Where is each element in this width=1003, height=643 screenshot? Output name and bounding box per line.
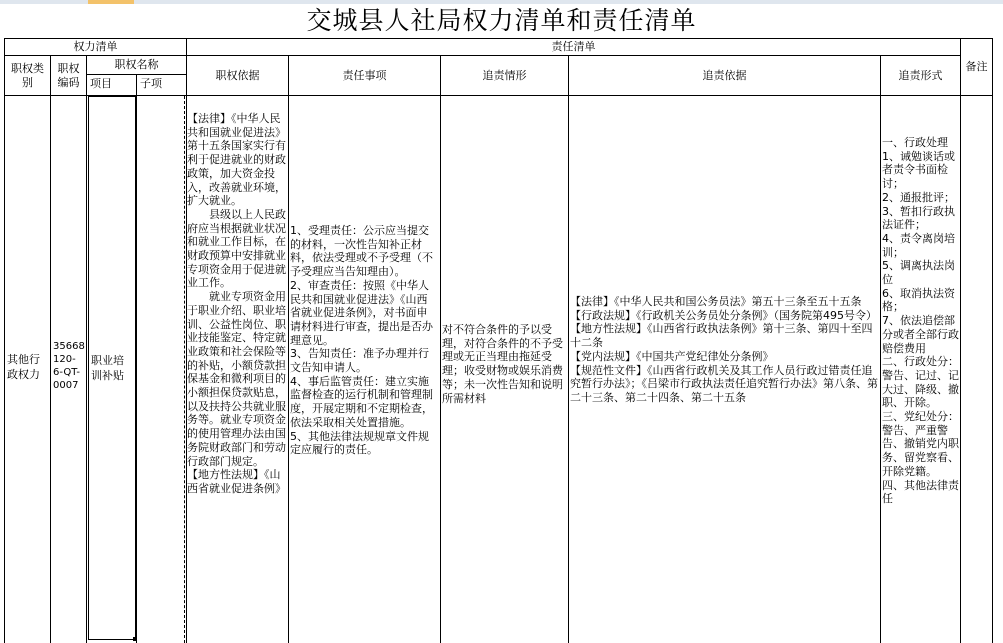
grid-line: [4, 38, 5, 643]
row-item[interactable]: 职业培 训补贴: [91, 354, 124, 382]
row-duty-items: 1、受理责任：公示应当提交的材料，一次性告知补正材料，依法受理或不予受理（不予受理应当告知理由）。 2、审查责任：按照《中华人民共和国就业促进法》《山西省就业促进条例》，对书面申请材料进行审查，提出是否办理意见。 3、告知责任：准予办理并行文告知申请人。 4、事后监管责任：建立实施监督检查的运行机制和管理制度，开展定期和不定期检查，依法采取相关处置措施。 5、其他法律法规规章文件规定应履行的责任。: [290, 224, 433, 457]
row-accountability-basis: 【法律】《中华人民共和国公务员法》第五十三条至五十五条 【行政法规】《行政机关公务员处分条例》（国务院第495号令） 【地方性法规】《山西省行政执法条例》第十三条、第四十至四十二条 【党内法规】《中国共产党纪律处分条例》 【规范性文件】《山西省行政机关及其工作人员行政过错责任追究暂行办法》；《吕梁市行政执法责任追究暂行办法》第八条、第二十三条、第二十四条、第二十五条: [570, 295, 878, 404]
header-code: 职权 编码: [57, 61, 80, 89]
row-remarks: [962, 300, 992, 320]
header-category: 职权类 别: [11, 61, 44, 89]
row-code: 35668 120- 6-QT- 0007: [53, 341, 85, 391]
header-basis: 职权依据: [215, 68, 260, 82]
header-item: 项目: [90, 77, 112, 90]
grid-line: [568, 55, 569, 643]
header-accountability-situation: 追责情形: [482, 68, 527, 82]
page-break-line: [184, 96, 185, 643]
header-sub-item: 子项: [140, 77, 162, 90]
header-name: 职权名称: [114, 58, 159, 71]
grid-line: [992, 38, 993, 643]
header-power-list: 权力清单: [73, 40, 118, 53]
grid-line: [960, 38, 961, 643]
grid-line: [880, 55, 881, 643]
header-remarks: 备注: [965, 60, 988, 73]
fill-handle[interactable]: [133, 637, 137, 641]
row-category: 其他行 政权力: [7, 353, 40, 381]
page-title: 交城县人社局权力清单和责任清单: [306, 6, 697, 35]
row-sub-item: [138, 353, 184, 371]
row-accountability-form: 一、行政处理 1、诫勉谈话或者责令书面检讨； 2、通报批评； 3、暂扣行政执法证件； 4、责令离岗培训； 5、调离执法岗位 6、取消执法资格； 7、依法追偿部分或者全部行政赔偿费用 二、行政处分：警告、记过、记大过、降级、撤职、开除。 三、党纪处分：警告、严重警告、撤销党内职务、留党察看、开除党籍。 四、其他法律责任: [882, 136, 959, 506]
grid-line: [136, 74, 137, 643]
header-duty-items: 责任事项: [342, 68, 387, 82]
header-accountability-form: 追责形式: [898, 68, 943, 82]
header-accountability-basis: 追责依据: [702, 68, 747, 82]
row-accountability-situation: 对不符合条件的予以受理，对符合条件的不予受理或无正当理由拖延受理；收受财物或娱乐消费等；未一次性告知和说明所需材料: [442, 323, 563, 405]
grid-line: [50, 55, 51, 643]
row-basis: 【法律】《中华人民共和国就业促进法》 第十五条国家实行有利于促进就业的财政政策，加大资金投入，改善就业环境，扩大就业。 县级以上人民政府应当根据就业状况和就业工作目标，在财政预算中安排就业专项资金用于促进就业工作。 就业专项资金用于职业介绍、职业培训、公益性岗位、职业技能鉴定、特定就业政策和社会保险等的补贴，小额贷款担保基金和微利项目的小额担保贷款贴息，以及扶持公共就业服务等。就业专项资金的使用管理办法由国务院财政部门和劳动行政部门规定。 【地方性法规】《山西省就业促进条例》: [187, 112, 286, 495]
grid-line: [440, 55, 441, 643]
header-responsibility-list: 责任清单: [551, 40, 596, 53]
grid-line: [4, 95, 992, 96]
grid-line: [288, 55, 289, 643]
